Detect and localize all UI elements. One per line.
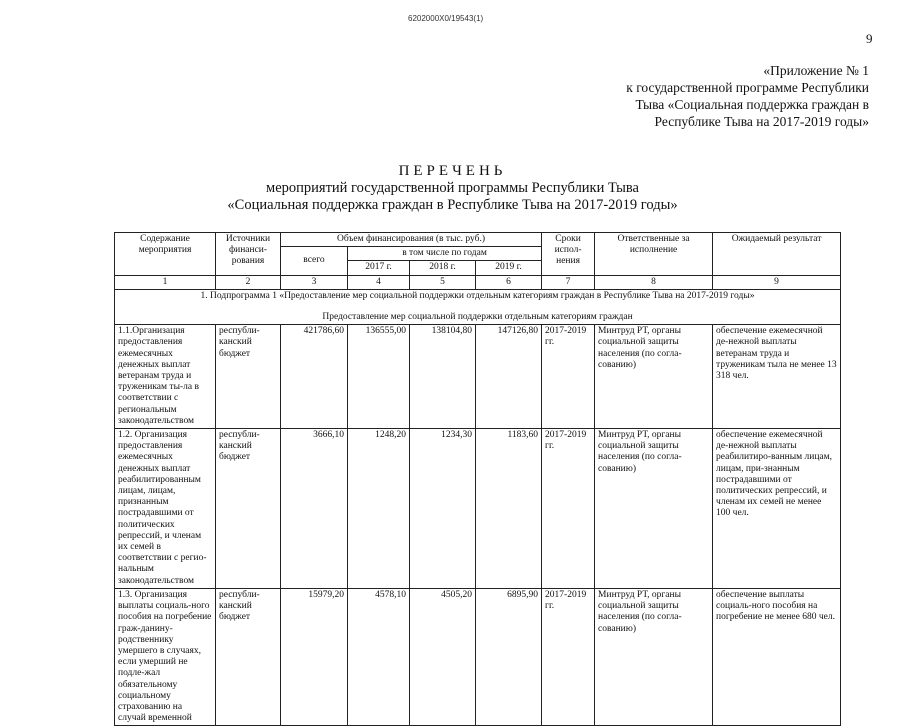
measures-table bbox=[114, 232, 841, 726]
cell-source: республи-канский бюджет bbox=[216, 325, 281, 429]
cell-total: 15979,20 bbox=[281, 588, 348, 725]
cell-total: 421786,60 bbox=[281, 325, 348, 429]
document-title-block bbox=[0, 163, 905, 214]
cell-result: обеспечение ежемесячной де-нежной выплаты реабилитиро-ванным лицам, лицам, при-знанным пострадавшими от политических репрессий, и членам их семей не менее 100 чел. bbox=[713, 429, 841, 589]
cell-2018: 4505,20 bbox=[410, 588, 476, 725]
header-total: всего bbox=[281, 247, 348, 275]
column-number: 2 bbox=[216, 275, 281, 289]
table-row bbox=[115, 325, 841, 429]
cell-content: 1.2. Организация предоставления ежемесячных денежных выплат реабилитированным лицам, лицам, признанным пострадавшими от политических репрессий, и членам их семей в соответствии с регио-нальным законодательством bbox=[115, 429, 216, 589]
header-2019: 2019 г. bbox=[476, 261, 542, 275]
column-number: 8 bbox=[595, 275, 713, 289]
column-number: 6 bbox=[476, 275, 542, 289]
table-header-row bbox=[115, 233, 841, 247]
header-responsible: Ответственные за исполнение bbox=[595, 233, 713, 276]
column-number: 4 bbox=[348, 275, 410, 289]
appendix-line: Республике Тыва на 2017-2019 годы» bbox=[654, 114, 869, 129]
header-content: Содержание мероприятия bbox=[115, 233, 216, 276]
cell-source: республи-канский бюджет bbox=[216, 429, 281, 589]
column-number: 9 bbox=[713, 275, 841, 289]
cell-content: 1.3. Организация выплаты социаль-ного пособия на погребение граж-данину-родственнику умершего в случаях, если умерший не подле-жал обязательному социальному страхованию на случай временной bbox=[115, 588, 216, 725]
cell-2018: 1234,30 bbox=[410, 429, 476, 589]
cell-term: 2017-2019 гг. bbox=[542, 325, 595, 429]
appendix-header bbox=[569, 62, 869, 130]
cell-2017: 4578,10 bbox=[348, 588, 410, 725]
column-number: 1 bbox=[115, 275, 216, 289]
cell-term: 2017-2019 гг. bbox=[542, 588, 595, 725]
table-row bbox=[115, 588, 841, 725]
appendix-line: Тыва «Социальная поддержка граждан в bbox=[635, 97, 869, 112]
subprogram-cell bbox=[115, 289, 841, 324]
column-number-row bbox=[115, 275, 841, 289]
cell-total: 3666,10 bbox=[281, 429, 348, 589]
column-number: 7 bbox=[542, 275, 595, 289]
appendix-line: к государственной программе Республики bbox=[626, 80, 869, 95]
header-2018: 2018 г. bbox=[410, 261, 476, 275]
cell-result: обеспечение выплаты социаль-ного пособия на погребение не менее 680 чел. bbox=[713, 588, 841, 725]
document-id: 6202000Х0/19543(1) bbox=[408, 14, 484, 23]
header-terms: Сроки испол-нения bbox=[542, 233, 595, 276]
subprogram-row bbox=[115, 289, 841, 324]
cell-responsible: Минтруд РТ, органы социальной защиты населения (по согла-сованию) bbox=[595, 325, 713, 429]
table-row bbox=[115, 429, 841, 589]
cell-2017: 136555,00 bbox=[348, 325, 410, 429]
subprogram-title: 1. Подпрограмма 1 «Предоставление мер социальной поддержки отдельным категориям граждан в Республике Тыва на 2017-2019 годы» bbox=[200, 290, 755, 301]
appendix-line: «Приложение № 1 bbox=[763, 63, 869, 78]
column-number: 5 bbox=[410, 275, 476, 289]
cell-2017: 1248,20 bbox=[348, 429, 410, 589]
cell-responsible: Минтруд РТ, органы социальной защиты населения (по согла-сованию) bbox=[595, 588, 713, 725]
cell-responsible: Минтруд РТ, органы социальной защиты населения (по согла-сованию) bbox=[595, 429, 713, 589]
cell-2018: 138104,80 bbox=[410, 325, 476, 429]
document-title: ПЕРЕЧЕНЬ bbox=[398, 163, 507, 179]
document-subtitle: «Социальная поддержка граждан в Республике Тыва на 2017-2019 годы» bbox=[227, 197, 678, 213]
subprogram-subtitle: Предоставление мер социальной поддержки отдельным категориям граждан bbox=[322, 312, 633, 323]
cell-term: 2017-2019 гг. bbox=[542, 429, 595, 589]
header-2017: 2017 г. bbox=[348, 261, 410, 275]
cell-2019: 1183,60 bbox=[476, 429, 542, 589]
column-number: 3 bbox=[281, 275, 348, 289]
cell-2019: 6895,90 bbox=[476, 588, 542, 725]
header-volume: Объем финансирования (в тыс. руб.) bbox=[281, 233, 542, 247]
page-number: 9 bbox=[866, 31, 873, 46]
cell-result: обеспечение ежемесячной де-нежной выплаты ветеранам труда и труженикам тыла не менее 13 318 чел. bbox=[713, 325, 841, 429]
cell-2019: 147126,80 bbox=[476, 325, 542, 429]
header-sources: Источники финанси-рования bbox=[216, 233, 281, 276]
document-subtitle: мероприятий государственной программы Республики Тыва bbox=[266, 180, 639, 196]
header-by-years: в том числе по годам bbox=[348, 247, 542, 261]
header-result: Ожидаемый результат bbox=[713, 233, 841, 276]
cell-content: 1.1.Организация предоставления ежемесячных денежных выплат ветеранам труда и труженикам ты-ла в соответствии с региональным законодательством bbox=[115, 325, 216, 429]
cell-source: республи-канский бюджет bbox=[216, 588, 281, 725]
